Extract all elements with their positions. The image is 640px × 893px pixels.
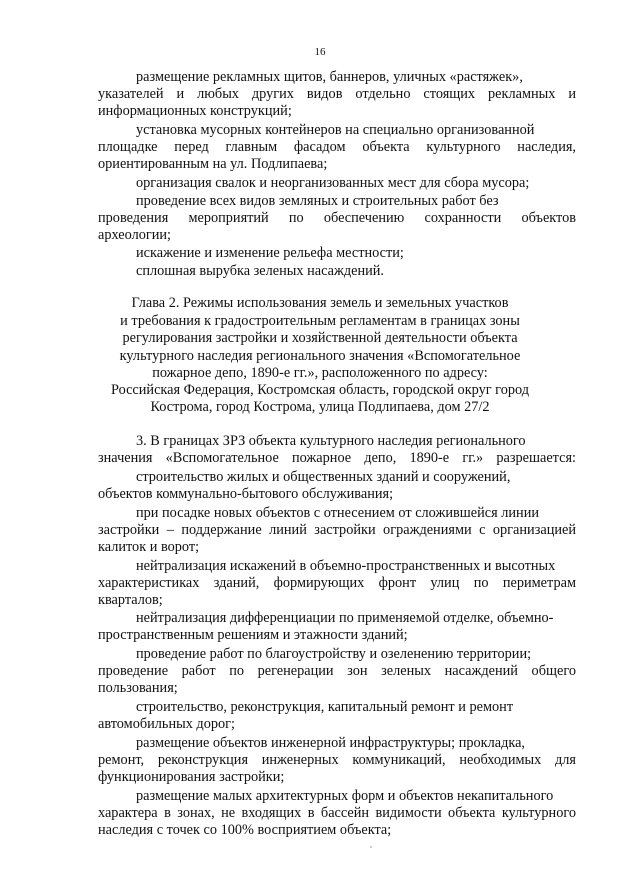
text-line: значения «Вспомогательное пожарное депо, 1890-е гг.» разрешается: — [98, 450, 576, 466]
text-line: искажение и изменение рельефа местности; — [136, 245, 404, 261]
heading-line: Российская Федерация, Костромская область, городской округ город — [110, 382, 529, 398]
heading-line: Глава 2. Режимы использования земель и земельных участков — [131, 295, 509, 311]
text-line: ремонт, реконструкция инженерных коммуникаций, необходимых для — [98, 752, 576, 768]
text-line: пользования; — [98, 680, 178, 696]
text-line: проведение работ по благоустройству и озеленению территории; — [136, 646, 532, 662]
text-line: проведение работ по регенерации зон зеленых насаждений общего — [98, 663, 576, 679]
text-line: археологии; — [98, 227, 172, 243]
text-line: при посадке новых объектов с отнесением от сложившейся линии — [136, 505, 539, 521]
text-line: установка мусорных контейнеров на специально организованной — [136, 122, 535, 138]
text-line: 3. В границах ЗРЗ объекта культурного наследия регионального — [136, 433, 526, 449]
text-line: размещение рекламных щитов, баннеров, уличных «растяжек», — [136, 69, 523, 85]
text-line: информационных конструкций; — [98, 103, 292, 119]
text-line: характеристиках зданий, формирующих фронт улиц по периметрам — [98, 575, 576, 591]
text-line: площадке перед главным фасадом объекта культурного наследия, — [98, 139, 576, 155]
heading-line: пожарное депо, 1890-е гг.», расположенного по адресу: — [152, 365, 488, 381]
text-line: кварталов; — [98, 592, 163, 608]
heading-line: культурного наследия регионального значения «Вспомогательное — [119, 348, 521, 364]
heading-line: Кострома, город Кострома, улица Подлипаева, дом 27/2 — [150, 399, 490, 415]
text-line: сплошная вырубка зеленых насаждений. — [136, 263, 384, 279]
text-line: объектов коммунально-бытового обслуживания; — [98, 486, 394, 502]
text-line: наследия с точек со 100% восприятием объекта; — [98, 822, 392, 838]
scan-speck — [370, 846, 372, 848]
text-line: проведения мероприятий по обеспечению сохранности объектов — [98, 210, 576, 226]
text-line: калиток и ворот; — [98, 539, 200, 555]
text-line: нейтрализация дифференциации по применяемой отделке, объемно- — [136, 610, 554, 626]
text-line: строительство, реконструкция, капитальный ремонт и ремонт — [136, 699, 514, 715]
text-line: характера в зонах, не входящих в бассейн видимости объекта культурного — [98, 805, 576, 821]
text-line: организация свалок и неорганизованных мест для сбора мусора; — [136, 175, 530, 191]
text-line: функционирования застройки; — [98, 769, 285, 785]
text-line: строительство жилых и общественных зданий и сооружений, — [136, 469, 511, 485]
text-line: застройки – поддержание линий застройки ограждениями с организацией — [98, 522, 576, 538]
text-line: размещение объектов инженерной инфраструктуры; прокладка, — [136, 735, 526, 751]
text-line: указателей и любых других видов отдельно стоящих рекламных и — [98, 86, 576, 102]
text-line: проведение всех видов земляных и строительных работ без — [136, 193, 499, 209]
page-number: 16 — [314, 46, 326, 58]
text-line: размещение малых архитектурных форм и объектов некапитального — [136, 788, 554, 804]
text-line: ориентированным на ул. Подлипаева; — [98, 156, 328, 172]
text-line: пространственным решениям и этажности зданий; — [98, 627, 408, 643]
text-line: нейтрализация искажений в объемно-пространственных и высотных — [136, 558, 556, 574]
heading-line: и требования к градостроительным регламентам в границах зоны — [120, 313, 520, 329]
text-line: автомобильных дорог; — [98, 716, 235, 732]
heading-line: регулирования застройки и хозяйственной деятельности объекта — [122, 330, 518, 346]
